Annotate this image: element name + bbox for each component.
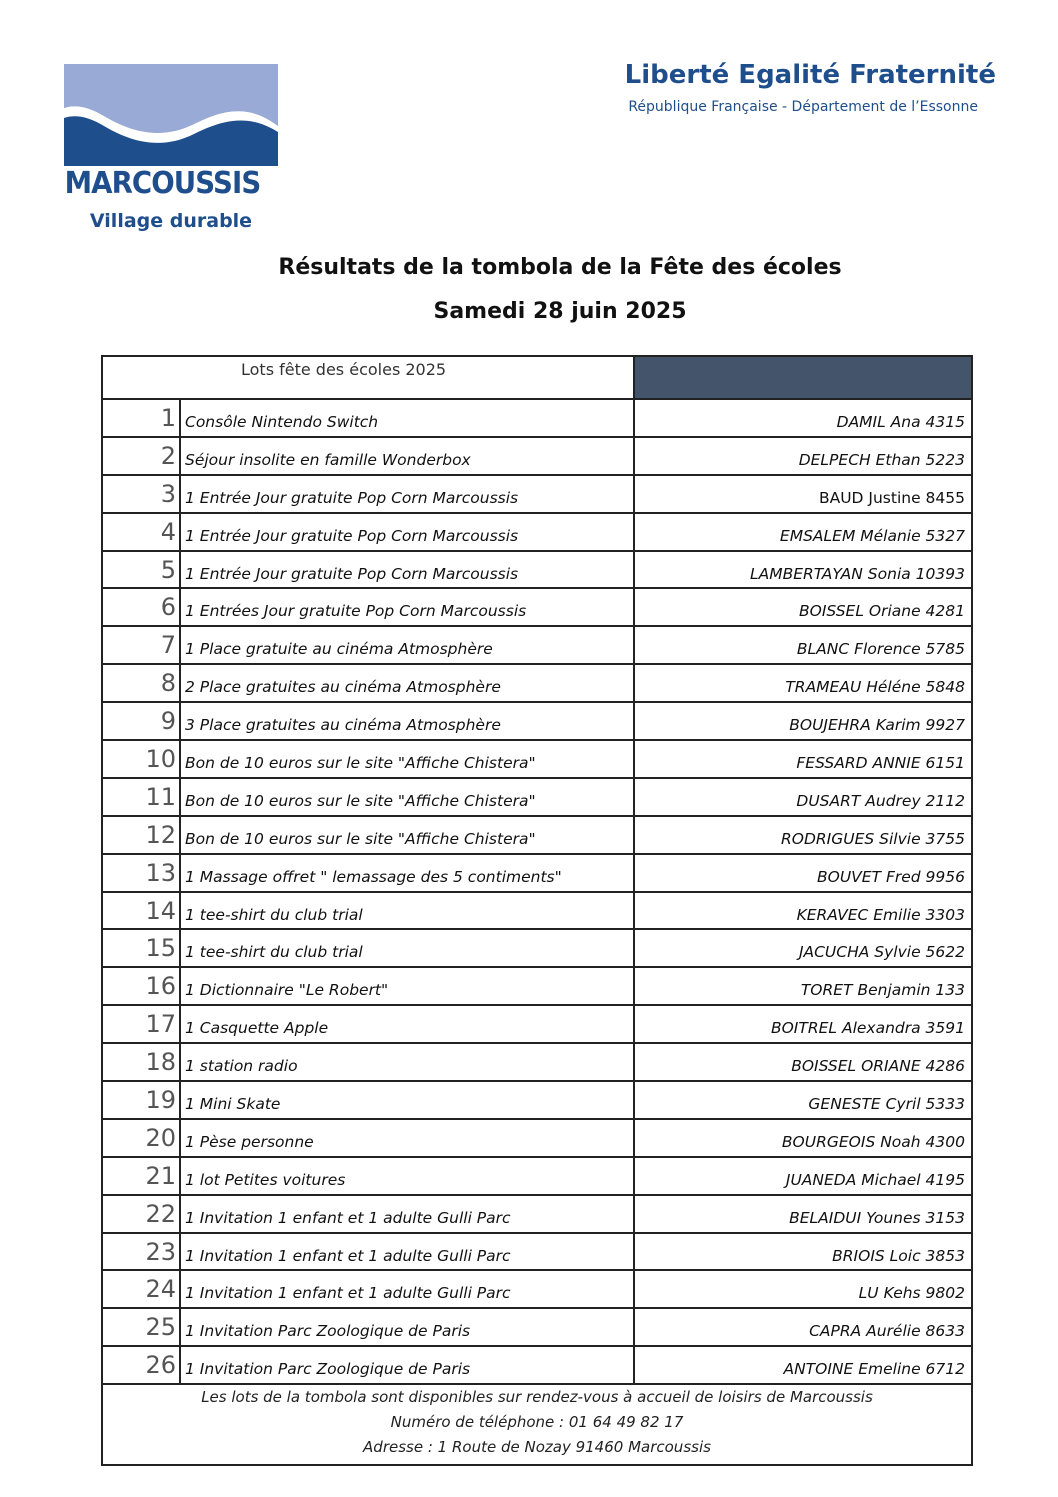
row-number: 2: [103, 438, 181, 474]
table-row: [103, 627, 971, 665]
row-prize: 1 Casquette Apple: [181, 1006, 635, 1042]
table-row: [103, 1196, 971, 1234]
row-winner: BOITREL Alexandra 3591: [770, 1019, 965, 1038]
row-number: 3: [103, 476, 181, 512]
row-number: 20: [103, 1120, 181, 1156]
row-prize: 3 Place gratuites au cinéma Atmosphère: [181, 703, 635, 739]
row-winner: BOISSEL Oriane 4281: [799, 602, 965, 621]
table-row: [103, 1006, 971, 1044]
row-prize: 1 Entrée Jour gratuite Pop Corn Marcoussis: [181, 514, 635, 550]
row-winner: CAPRA Aurélie 8633: [809, 1322, 965, 1341]
footer-line-phone: Numéro de téléphone : 01 64 49 82 17: [390, 1413, 684, 1432]
table-row: [103, 1044, 971, 1082]
row-number: 22: [103, 1196, 181, 1232]
row-prize: 1 Massage offret " lemassage des 5 contiments": [181, 855, 635, 891]
table-header-label: Lots fête des écoles 2025: [103, 357, 635, 398]
row-prize: 1 Invitation 1 enfant et 1 adulte Gulli Parc: [181, 1196, 635, 1232]
row-prize: 1 Invitation Parc Zoologique de Paris: [181, 1309, 635, 1345]
row-number: 13: [103, 855, 181, 891]
table-row: [103, 1082, 971, 1120]
row-prize: 1 Invitation 1 enfant et 1 adulte Gulli Parc: [181, 1234, 635, 1270]
table-row: [103, 1234, 971, 1272]
row-winner: TORET Benjamin 133: [800, 981, 965, 1000]
row-winner: BOUVET Fred 9956: [816, 867, 965, 886]
table-row: [103, 438, 971, 476]
row-prize: 2 Place gratuites au cinéma Atmosphère: [181, 665, 635, 701]
row-number: 17: [103, 1006, 181, 1042]
row-prize: 1 Entrées Jour gratuite Pop Corn Marcoussis: [181, 589, 635, 625]
table-row: [103, 893, 971, 931]
footer-line-address: Adresse : 1 Route de Nozay 91460 Marcoussis: [363, 1438, 711, 1457]
republic-motto: Liberté Egalité Fraternité: [624, 60, 996, 90]
row-prize: 1 tee-shirt du club trial: [181, 893, 635, 929]
row-winner: BOUJEHRA Karim 9927: [789, 716, 965, 735]
table-row: [103, 552, 971, 590]
table-row: [103, 589, 971, 627]
row-winner: RODRIGUES Silvie 3755: [780, 829, 965, 848]
row-winner: ANTOINE Emeline 6712: [783, 1360, 965, 1379]
table-row: [103, 1309, 971, 1347]
table-header: [103, 357, 971, 400]
row-number: 11: [103, 779, 181, 815]
table-row: [103, 817, 971, 855]
table-row: [103, 1158, 971, 1196]
row-winner: DELPECH Ethan 5223: [798, 450, 965, 469]
marcoussis-logo: [64, 64, 278, 166]
row-winner: BOURGEOIS Noah 4300: [781, 1132, 965, 1151]
table-row: [103, 665, 971, 703]
table-footer: [103, 1385, 971, 1464]
row-number: 5: [103, 552, 181, 588]
table-row: [103, 741, 971, 779]
table-body: [103, 400, 971, 1385]
table-row: [103, 1347, 971, 1385]
row-winner: FESSARD ANNIE 6151: [796, 754, 965, 773]
row-winner: JACUCHA Sylvie 5622: [798, 943, 965, 962]
row-prize: 1 Invitation Parc Zoologique de Paris: [181, 1347, 635, 1383]
results-table: [101, 355, 973, 1466]
row-number: 24: [103, 1271, 181, 1307]
row-prize: Séjour insolite en famille Wonderbox: [181, 438, 635, 474]
row-number: 15: [103, 930, 181, 966]
row-prize: Bon de 10 euros sur le site "Affiche Chistera": [181, 817, 635, 853]
row-number: 6: [103, 589, 181, 625]
row-prize: 1 Entrée Jour gratuite Pop Corn Marcoussis: [181, 552, 635, 588]
row-prize: 1 Invitation 1 enfant et 1 adulte Gulli Parc: [181, 1271, 635, 1307]
table-row: [103, 514, 971, 552]
row-number: 14: [103, 893, 181, 929]
row-winner: KERAVEC Emilie 3303: [796, 905, 965, 924]
row-prize: Bon de 10 euros sur le site "Affiche Chistera": [181, 779, 635, 815]
table-row: [103, 400, 971, 438]
row-number: 12: [103, 817, 181, 853]
table-row: [103, 930, 971, 968]
republic-subtitle: République Française - Département de l’Essonne: [628, 99, 978, 115]
row-prize: 1 station radio: [181, 1044, 635, 1080]
table-row: [103, 476, 971, 514]
row-number: 23: [103, 1234, 181, 1270]
row-winner: BLANC Florence 5785: [796, 640, 965, 659]
logo-name: MARCOUSSIS: [64, 166, 261, 201]
row-winner: LU Kehs 9802: [858, 1284, 965, 1303]
row-winner: GENESTE Cyril 5333: [808, 1095, 965, 1114]
row-number: 4: [103, 514, 181, 550]
row-number: 1: [103, 400, 181, 436]
footer-line-pickup: Les lots de la tombola sont disponibles sur rendez-vous à accueil de loisirs de Marcoussis: [201, 1388, 873, 1407]
row-number: 9: [103, 703, 181, 739]
page-title: Résultats de la tombola de la Fête des écoles: [278, 255, 842, 280]
row-winner: BOISSEL ORIANE 4286: [791, 1057, 965, 1076]
table-row: [103, 855, 971, 893]
table-row: [103, 1271, 971, 1309]
row-number: 25: [103, 1309, 181, 1345]
table-header-fill: [635, 357, 971, 398]
row-prize: 1 Dictionnaire "Le Robert": [181, 968, 635, 1004]
row-prize: 1 Entrée Jour gratuite Pop Corn Marcoussis: [181, 476, 635, 512]
row-number: 18: [103, 1044, 181, 1080]
row-winner: TRAMEAU Héléne 5848: [785, 678, 965, 697]
row-winner: BRIOIS Loic 3853: [832, 1246, 965, 1265]
table-row: [103, 1120, 971, 1158]
row-winner: LAMBERTAYAN Sonia 10393: [749, 564, 965, 583]
row-prize: Bon de 10 euros sur le site "Affiche Chistera": [181, 741, 635, 777]
row-number: 8: [103, 665, 181, 701]
row-winner: EMSALEM Mélanie 5327: [779, 526, 965, 545]
row-number: 21: [103, 1158, 181, 1194]
row-winner: BELAIDUI Younes 3153: [789, 1208, 965, 1227]
row-winner: BAUD Justine 8455: [818, 488, 965, 507]
page-date: Samedi 28 juin 2025: [433, 299, 687, 324]
logo-wave-icon: [64, 64, 278, 166]
logo-subtitle: Village durable: [89, 210, 253, 232]
row-number: 26: [103, 1347, 181, 1383]
row-winner: DUSART Audrey 2112: [796, 791, 965, 810]
row-prize: Consôle Nintendo Switch: [181, 400, 635, 436]
row-number: 7: [103, 627, 181, 663]
row-prize: 1 Mini Skate: [181, 1082, 635, 1118]
row-prize: 1 Pèse personne: [181, 1120, 635, 1156]
table-row: [103, 703, 971, 741]
row-winner: JUANEDA Michael 4195: [785, 1170, 965, 1189]
row-prize: 1 tee-shirt du club trial: [181, 930, 635, 966]
row-prize: 1 Place gratuite au cinéma Atmosphère: [181, 627, 635, 663]
table-row: [103, 968, 971, 1006]
row-number: 16: [103, 968, 181, 1004]
row-winner: DAMIL Ana 4315: [836, 413, 965, 431]
row-number: 19: [103, 1082, 181, 1118]
row-number: 10: [103, 741, 181, 777]
table-row: [103, 779, 971, 817]
row-prize: 1 lot Petites voitures: [181, 1158, 635, 1194]
